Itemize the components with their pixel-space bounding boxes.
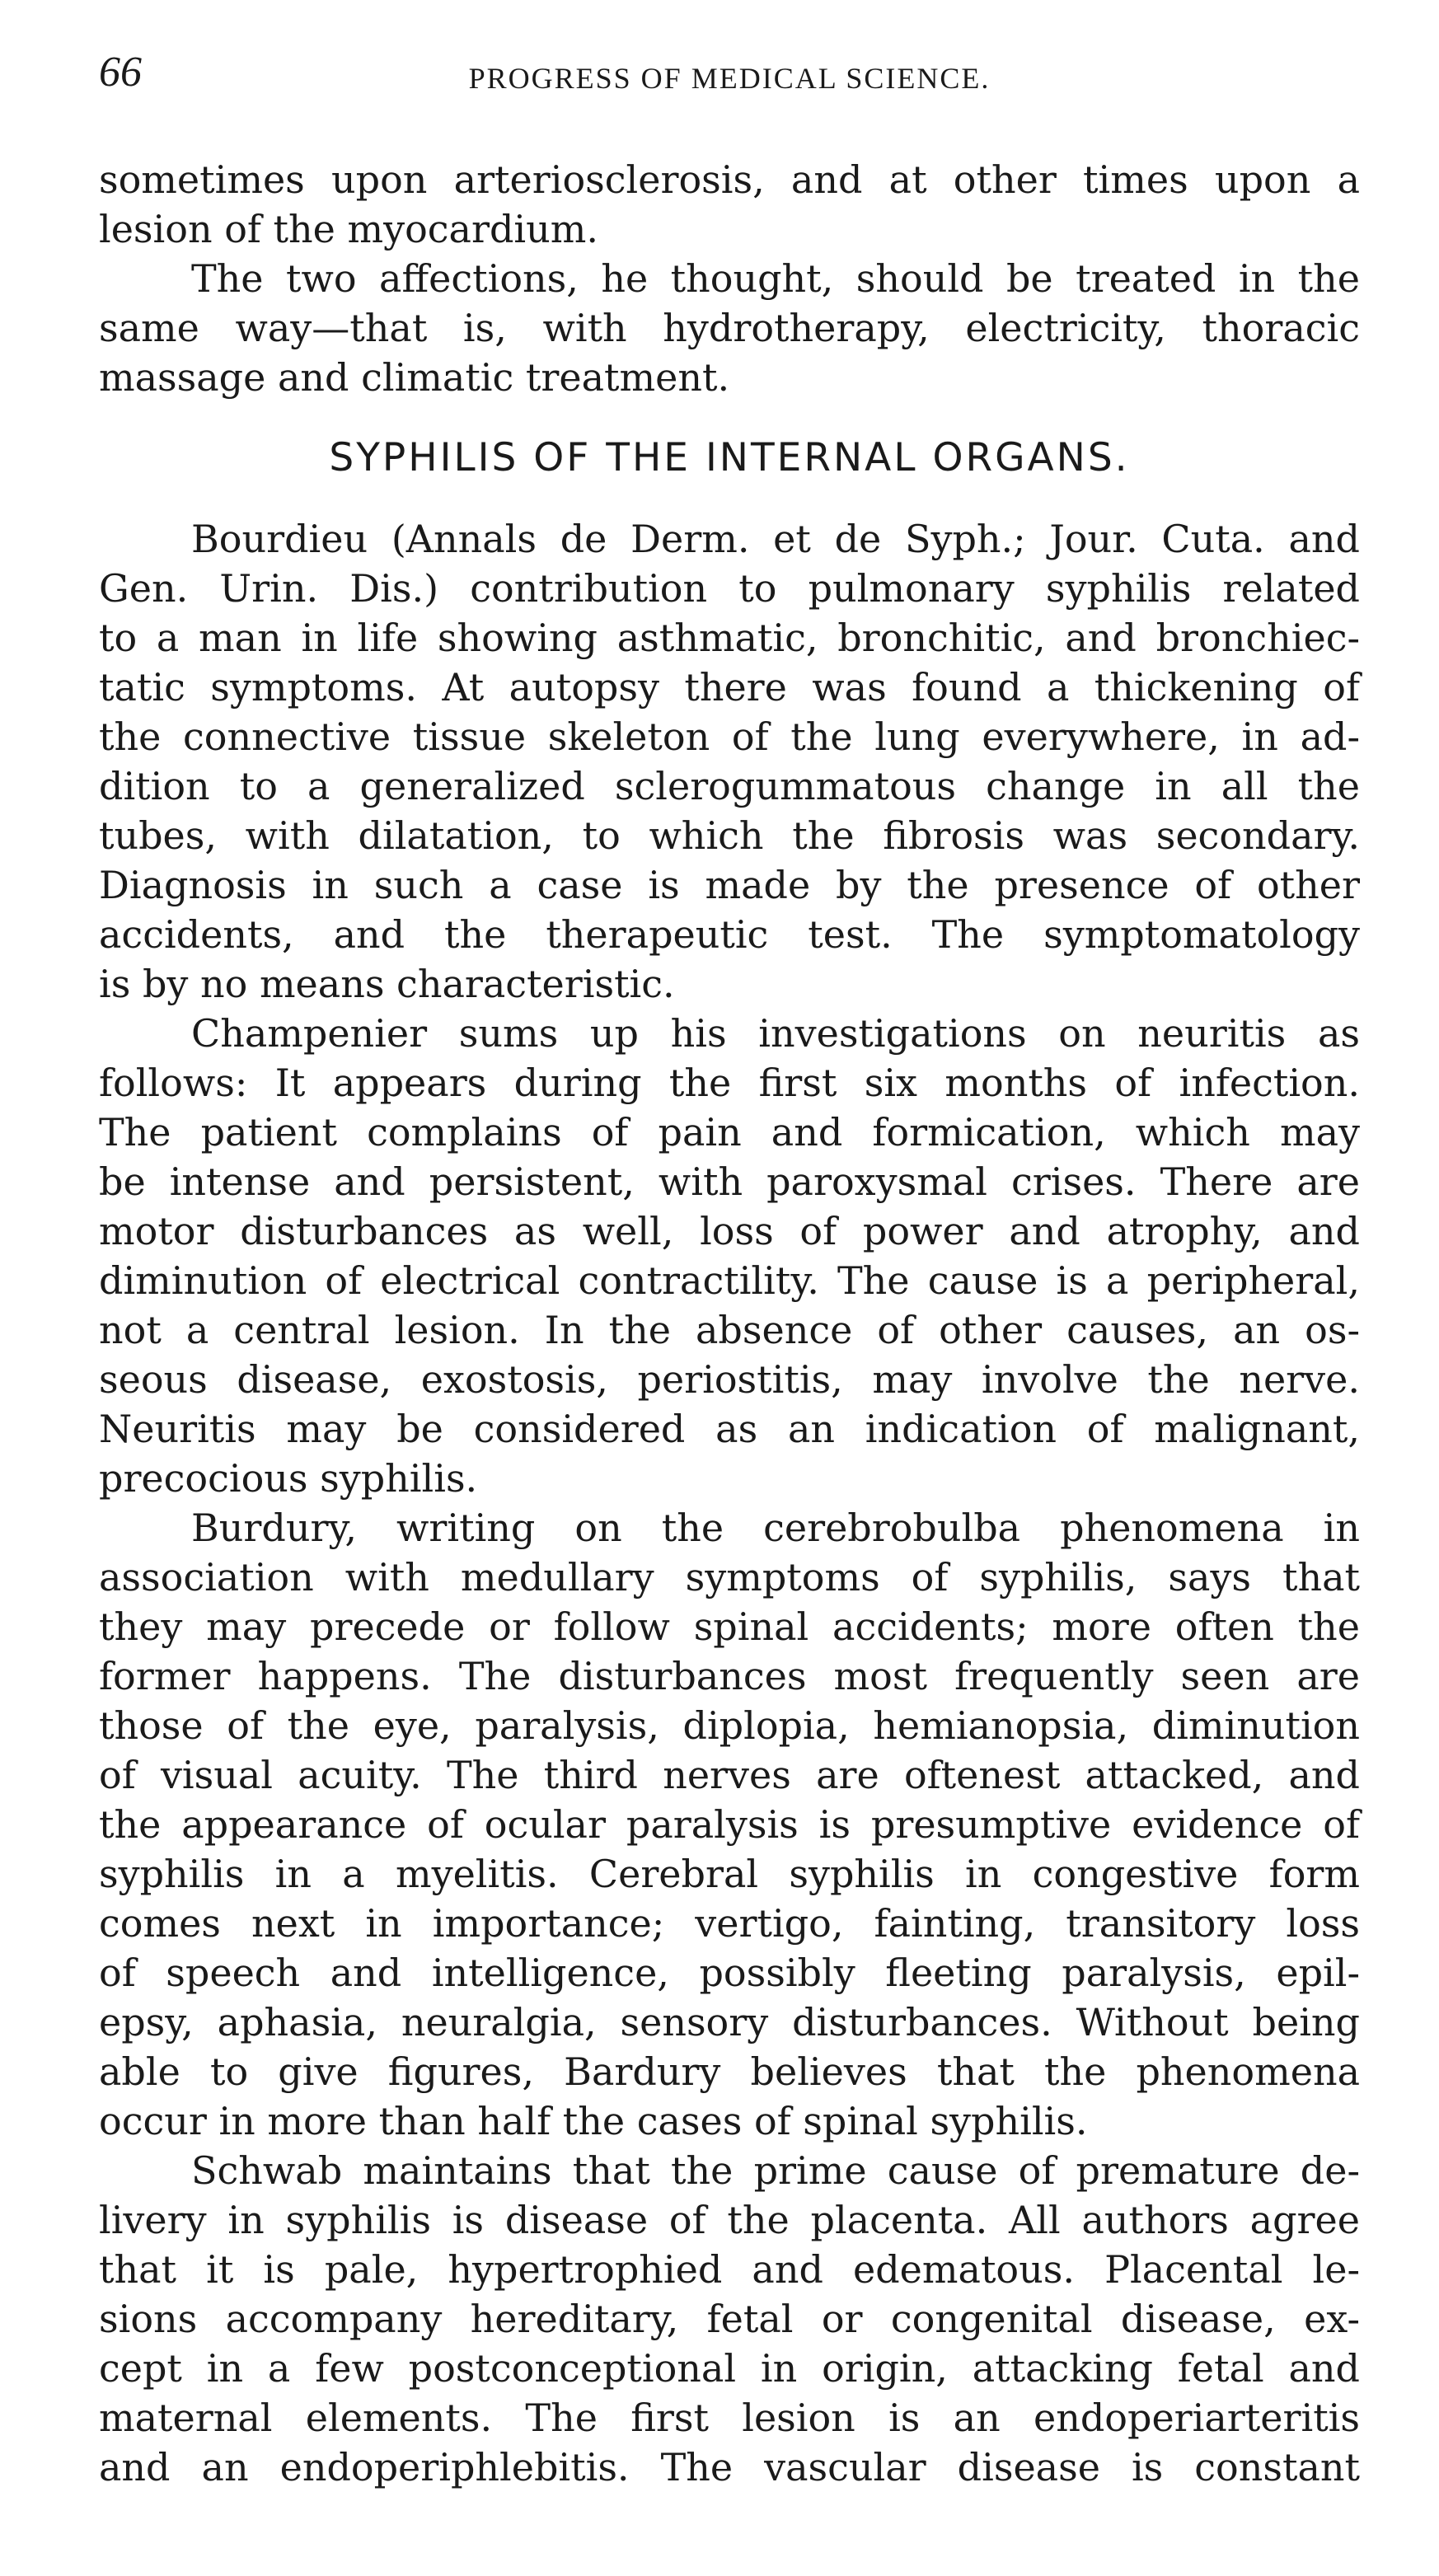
- text-line: those of the eye, paralysis, diplopia, hemianopsia, diminution: [99, 1703, 1360, 1748]
- running-head: PROGRESS OF MEDICAL SCIENCE.: [468, 62, 991, 95]
- page-body: [99, 155, 1360, 2492]
- text-line: of visual acuity. The third nerves are oftenest attacked, and: [99, 1753, 1360, 1797]
- text-line: to a man in life showing asthmatic, bronchitic, and bronchiec-: [99, 616, 1360, 660]
- text-line: they may precede or follow spinal accidents; more often the: [99, 1604, 1360, 1649]
- text-line: Neuritis may be considered as an indication of malignant,: [99, 1407, 1360, 1451]
- text-line: the connective tissue skeleton of the lung everywhere, in ad-: [99, 714, 1360, 759]
- text-line: precocious syphilis.: [99, 1456, 478, 1501]
- text-line: Burdury, writing on the cerebrobulba phenomena in: [191, 1506, 1360, 1550]
- text-line: Champenier sums up his investigations on neuritis as: [191, 1011, 1360, 1056]
- text-line: Schwab maintains that the prime cause of premature de-: [191, 2148, 1360, 2193]
- text-line: The patient complains of pain and formication, which may: [99, 1110, 1360, 1155]
- text-line: follows: It appears during the first six months of infection.: [99, 1061, 1360, 1105]
- text-line: not a central lesion. In the absence of other causes, an os-: [99, 1308, 1360, 1352]
- text-line: livery in syphilis is disease of the placenta. All authors agree: [99, 2198, 1360, 2242]
- text-line: tatic symptoms. At autopsy there was found a thickening of: [99, 665, 1360, 710]
- page-header: [99, 48, 1360, 105]
- text-line: the appearance of ocular paralysis is presumptive evidence of: [99, 1802, 1360, 1847]
- text-line: that it is pale, hypertrophied and edematous. Placental le-: [99, 2247, 1360, 2292]
- text-line: epsy, aphasia, neuralgia, sensory disturbances. Without being: [99, 2000, 1360, 2044]
- text-line: former happens. The disturbances most frequently seen are: [99, 1654, 1360, 1698]
- text-line: be intense and persistent, with paroxysmal crises. There are: [99, 1159, 1360, 1204]
- text-line: is by no means characteristic.: [99, 962, 675, 1006]
- text-line: syphilis in a myelitis. Cerebral syphilis in congestive form: [99, 1852, 1360, 1896]
- text-line: same way—that is, with hydrotherapy, electricity, thoracic: [99, 306, 1360, 350]
- text-line: cept in a few postconceptional in origin, attacking fetal and: [99, 2346, 1360, 2391]
- text-line: Diagnosis in such a case is made by the presence of other: [99, 863, 1360, 907]
- section-heading: SYPHILIS OF THE INTERNAL ORGANS.: [329, 435, 1130, 480]
- text-line: association with medullary symptoms of syphilis, says that: [99, 1555, 1360, 1599]
- text-line: accidents, and the therapeutic test. The symptomatology: [99, 912, 1360, 957]
- text-line: seous disease, exostosis, periostitis, may involve the nerve.: [99, 1357, 1360, 1402]
- text-line: able to give figures, Bardury believes that the phenomena: [99, 2049, 1360, 2094]
- text-line: tubes, with dilatation, to which the fibrosis was secondary.: [99, 813, 1360, 858]
- text-line: sions accompany hereditary, fetal or congenital disease, ex-: [99, 2297, 1360, 2341]
- text-line: and an endoperiphlebitis. The vascular disease is constant: [99, 2445, 1360, 2489]
- text-line: comes next in importance; vertigo, fainting, transitory loss: [99, 1901, 1360, 1946]
- text-line: dition to a generalized sclerogummatous change in all the: [99, 764, 1360, 808]
- text-line: maternal elements. The first lesion is an endoperiarteritis: [99, 2396, 1360, 2440]
- text-line: diminution of electrical contractility. The cause is a peripheral,: [99, 1258, 1360, 1303]
- text-line: sometimes upon arteriosclerosis, and at other times upon a: [99, 157, 1360, 202]
- page-number: 66: [99, 49, 142, 96]
- text-line: The two affections, he thought, should be treated in the: [191, 256, 1360, 301]
- text-line: massage and climatic treatment.: [99, 355, 730, 400]
- text-line: occur in more than half the cases of spinal syphilis.: [99, 2099, 1088, 2143]
- text-line: Gen. Urin. Dis.) contribution to pulmonary syphilis related: [99, 566, 1360, 611]
- text-line: Bourdieu (Annals de Derm. et de Syph.; Jour. Cuta. and: [191, 517, 1360, 561]
- text-line: lesion of the myocardium.: [99, 207, 598, 251]
- text-line: motor disturbances as well, loss of power and atrophy, and: [99, 1209, 1360, 1253]
- text-line: of speech and intelligence, possibly fleeting paralysis, epil-: [99, 1951, 1360, 1995]
